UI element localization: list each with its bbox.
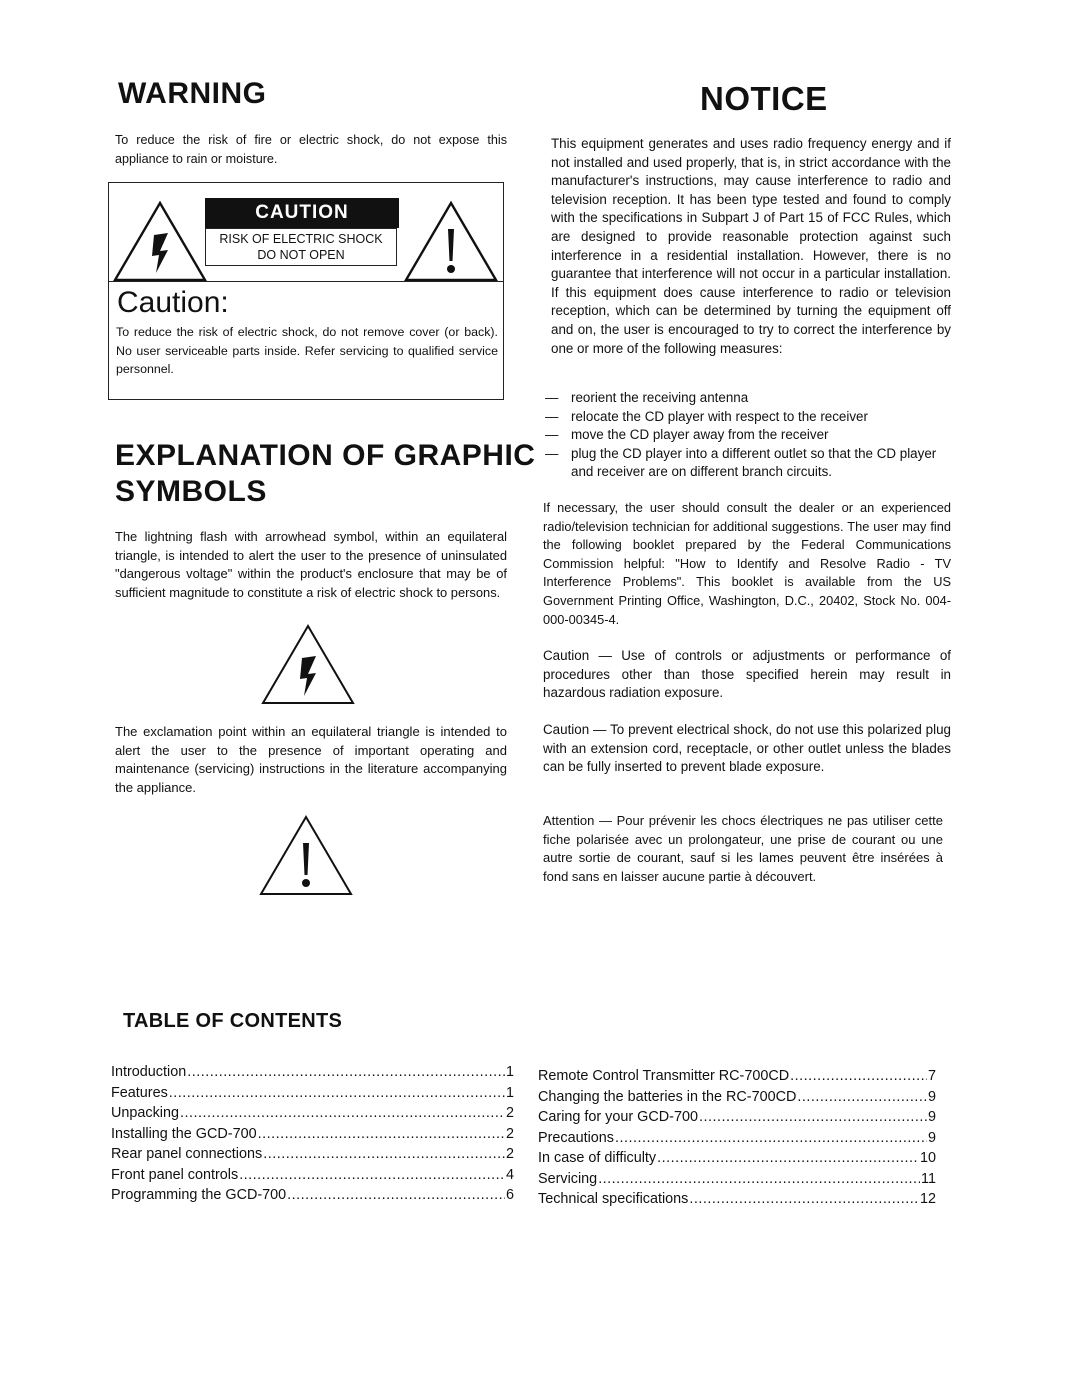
risk-of-shock-box [205,228,397,266]
toc-entry-title: Remote Control Transmitter RC-700CD [538,1068,790,1084]
exclamation-explanation-text: The exclamation point within an equilateral triangle is intended to alert the user to the presence of important operating and maintenance (servicing) instructions in the literature accompanying the appliance. [115,724,507,795]
measure-text: reorient the receiving antenna [571,390,749,405]
measure-text: relocate the CD player with respect to the receiver [571,408,868,424]
caution-plug-text: Caution — To prevent electrical shock, do not use this polarized plug with an extension cord, receptacle, or other outlet unless the blades can be fully inserted to prevent blade exposure. [543,722,951,775]
caution-label: CAUTION [205,198,399,228]
risk-line-1: RISK OF ELECTRIC SHOCK [219,232,383,246]
toc-entry-title: Front panel controls [111,1166,239,1183]
toc-entry[interactable] [538,1087,936,1108]
toc-entry[interactable] [538,1148,936,1169]
toc-entry-title: Caring for your GCD-700 [538,1109,698,1125]
list-item [545,445,951,482]
toc-entry[interactable] [538,1128,936,1149]
toc-leader [790,1066,927,1087]
toc-entry-page: 9 [927,1088,936,1105]
toc-right-column [538,1066,936,1210]
toc-entry-page: 1 [505,1064,514,1080]
toc-entry[interactable] [111,1144,514,1165]
toc-entry-title: Introduction [111,1064,187,1080]
toc-entry-title: Programming the GCD-700 [111,1187,287,1203]
toc-leader [263,1144,505,1165]
toc-entry-page: 9 [927,1129,936,1146]
explanation-title-line-1: EXPLANATION OF GRAPHIC [115,439,536,472]
dash-mark: — [545,408,559,424]
toc-entry[interactable] [111,1103,514,1124]
explanation-title [115,438,535,510]
dash-mark: — [545,427,559,443]
toc-leader [239,1165,505,1186]
consult-text: If necessary, the user should consult the dealer or an experienced radio/television technician for additional suggestions. The user may find the following booklet prepared by the Federal Communications Commission helpful: "How to Identify and Resolve Radio - TV Interference Problems". This booklet is available from the US Government Printing Office, Washington, D.C., 20402, Stock No. 004-000-00345-4. [543,500,951,627]
toc-entry-page: 11 [921,1170,936,1187]
dash-mark: — [545,445,559,461]
measures-list [545,389,951,482]
toc-left-column [111,1062,514,1206]
toc-entry-title: Features [111,1084,168,1101]
toc-entry-title: Servicing [538,1170,598,1187]
toc-entry[interactable] [111,1083,514,1104]
toc-entry-page: 7 [927,1068,936,1084]
notice-title: NOTICE [700,80,828,117]
toc-entry[interactable] [538,1169,936,1190]
toc-leader [797,1087,927,1108]
toc-leader [258,1124,505,1145]
exclamation-warning-icon [403,199,499,283]
toc-entry[interactable] [538,1189,936,1210]
caution-text: To reduce the risk of electric shock, do not remove cover (or back). No user serviceable parts inside. Refer servicing to qualified service personnel. [116,325,498,376]
warning-title: WARNING [118,77,267,110]
toc-leader [699,1107,927,1128]
warning-text: To reduce the risk of fire or electric shock, do not expose this appliance to rain or moisture. [115,133,507,166]
toc-leader [689,1189,919,1210]
list-item [545,426,951,445]
caution-box [108,182,504,400]
toc-entry-page: 4 [505,1166,514,1183]
dash-mark: — [545,390,559,405]
toc-entry-title: In case of difficulty [538,1150,657,1166]
measure-text: move the CD player away from the receiver [571,427,829,443]
toc-leader [598,1169,920,1190]
toc-entry[interactable] [538,1107,936,1128]
toc-entry-page: 10 [919,1150,936,1166]
toc-entry-title: Changing the batteries in the RC-700CD [538,1088,797,1105]
toc-entry-title: Precautions [538,1129,614,1146]
lightning-symbol-icon [260,622,356,706]
attention-text: Attention — Pour prévenir les chocs électriques ne pas utiliser cette fiche polarisée avec un prolongateur, une prise de courant ou une autre sortie de courant, sauf si les lames peuvent être insérées à fond sans en laisser aucune partie à découvert. [543,813,943,884]
toc-entry[interactable] [111,1185,514,1206]
lightning-explanation-text: The lightning flash with arrowhead symbol, within an equilateral triangle, is intended to alert the user to the presence of uninsulated "dangerous voltage" within the product's enclosure that may be of sufficient magnitude to constitute a risk of electric shock to persons. [115,529,507,600]
explanation-title-line-2: SYMBOLS [115,475,267,508]
toc-leader [180,1103,505,1124]
toc-entry-page: 9 [927,1109,936,1125]
caution-divider [109,281,503,282]
toc-leader [657,1148,919,1169]
caution-title: Caution: [117,286,229,319]
toc-leader [187,1062,505,1083]
toc-leader [615,1128,927,1149]
toc-entry[interactable] [111,1062,514,1083]
toc-entry-page: 6 [505,1187,514,1203]
risk-line-2: DO NOT OPEN [257,248,345,262]
toc-entry-title: Unpacking [111,1105,179,1121]
toc-entry-page: 12 [919,1191,936,1207]
toc-entry-page: 2 [505,1146,514,1162]
toc-entry-page: 2 [505,1125,514,1142]
toc-title: TABLE OF CONTENTS [123,1010,343,1032]
toc-leader [169,1083,505,1104]
toc-entry-page: 1 [505,1084,514,1101]
toc-entry-page: 2 [505,1105,514,1121]
measure-text: plug the CD player into a different outlet so that the CD player and receiver are on different branch circuits. [571,445,937,480]
caution-controls-text: Caution — Use of controls or adjustments or performance of procedures other than those specified herein may result in hazardous radiation exposure. [543,648,951,701]
toc-entry-title: Technical specifications [538,1191,689,1207]
toc-entry[interactable] [538,1066,936,1087]
toc-entry[interactable] [111,1124,514,1145]
exclamation-symbol-icon [258,813,354,897]
toc-leader [287,1185,505,1206]
toc-entry[interactable] [111,1165,514,1186]
toc-entry-title: Rear panel connections [111,1146,263,1162]
list-item [545,389,951,408]
list-item [545,408,951,427]
lightning-warning-icon [112,199,208,283]
toc-entry-title: Installing the GCD-700 [111,1125,257,1142]
notice-text: This equipment generates and uses radio frequency energy and if not installed and used properly, that is, in strict accordance with the manufacturer's instructions, may cause interference to radio and television reception. It has been type tested and found to comply with the specifications in Subpart J of Part 15 of FCC Rules, which are designed to provide reasonable protection against such interference in a residential installation. However, there is no guarantee that interference will not occur in a particular installation. If this equipment does cause interference to radio or television reception, which can be determined by turning the equipment off and on, the user is encouraged to try to correct the interference by one or more of the following measures: [551,136,951,356]
